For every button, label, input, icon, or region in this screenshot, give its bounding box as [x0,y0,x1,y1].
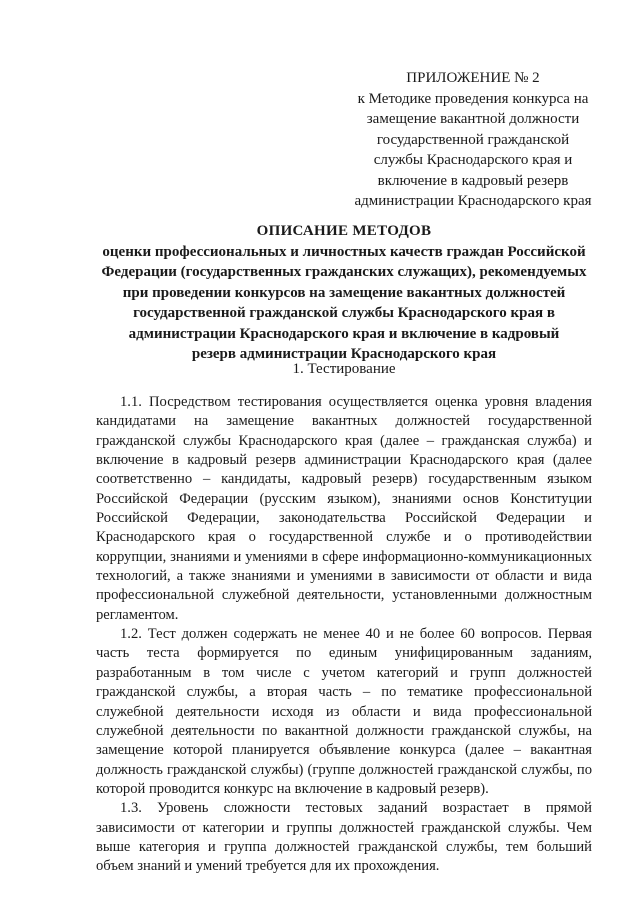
document-subtitle-line: администрации Краснодарского края и включение в кадровый [128,325,560,342]
appendix-line: замещение вакантной должности [366,111,580,127]
appendix-line: к Методике проведения конкурса на [357,90,589,107]
document-subtitle-line: государственной гражданской службы Краснодарского края в [133,305,555,321]
appendix-line: включение в кадровый резерв [377,172,569,189]
paragraph-1-3: 1.3. Уровень сложности тестовых заданий возрастает в прямой зависимости от категории и группы должностей гражданской службы. Чем выше категория и группа должностей гражданской службы, тем больший объем знаний и умений требуется для их прохождения. [96,800,592,875]
document-subtitle-line: Федерации (государственных гражданских служащих), рекомендуемых [101,264,587,280]
appendix-title: ПРИЛОЖЕНИЕ № 2 [406,70,540,86]
paragraph-1-2: 1.2. Тест должен содержать не менее 40 и не более 60 вопросов. Первая часть теста формируется по единым унифицированным заданиям, разработанным в том числе с учетом категорий и групп должностей гражданской службы, а вторая часть – по тематике профессиональной служебной деятельности исходя из области и вида профессиональной служебной деятельности по вакантной должности гражданской службы, на замещение которой планируется объявление конкурса (далее – вакантная должность гражданской службы) (группе должностей гражданской службы, по которой проводится конкурс на включение в кадровый резерв). [96,626,592,797]
appendix-line: государственной гражданской [376,131,570,148]
document-subtitle-line: оценки профессиональных и личностных качеств граждан Российской [102,243,586,260]
section-heading: 1. Тестирование [292,361,396,377]
appendix-line: администрации Краснодарского края [354,193,592,209]
document-title-block [96,221,592,365]
appendix-header [330,68,616,212]
document-title: ОПИСАНИЕ МЕТОДОВ [256,223,432,239]
document-subtitle-line: резерв администрации Краснодарского края [191,346,497,362]
paragraph-1-1: 1.1. Посредством тестирования осуществляется оценка уровня владения кандидатами на замещение вакантных должностей государственной гражданской службы Краснодарского края (далее – гражданская служба) и включение в кадровый резерв администрации Краснодарского края (далее соответственно – кандидаты, кадровый резерв) государственным языком Российской Федерации (русским языком), знаниями основ Конституции Российской Федерации, законодательства Российской Федерации и Краснодарского края о государственной службе и о противодействии коррупции, знаниями и умениями в сфере информационно-коммуникационных технологий, а также знаниями и умениями в зависимости от области и вида профессиональной служебной деятельности, установленными должностным регламентом. [96,394,592,623]
appendix-line: службы Краснодарского края и [373,152,573,168]
section-body [96,393,592,877]
document-subtitle-line: при проведении конкурсов на замещение вакантных должностей [122,284,566,301]
